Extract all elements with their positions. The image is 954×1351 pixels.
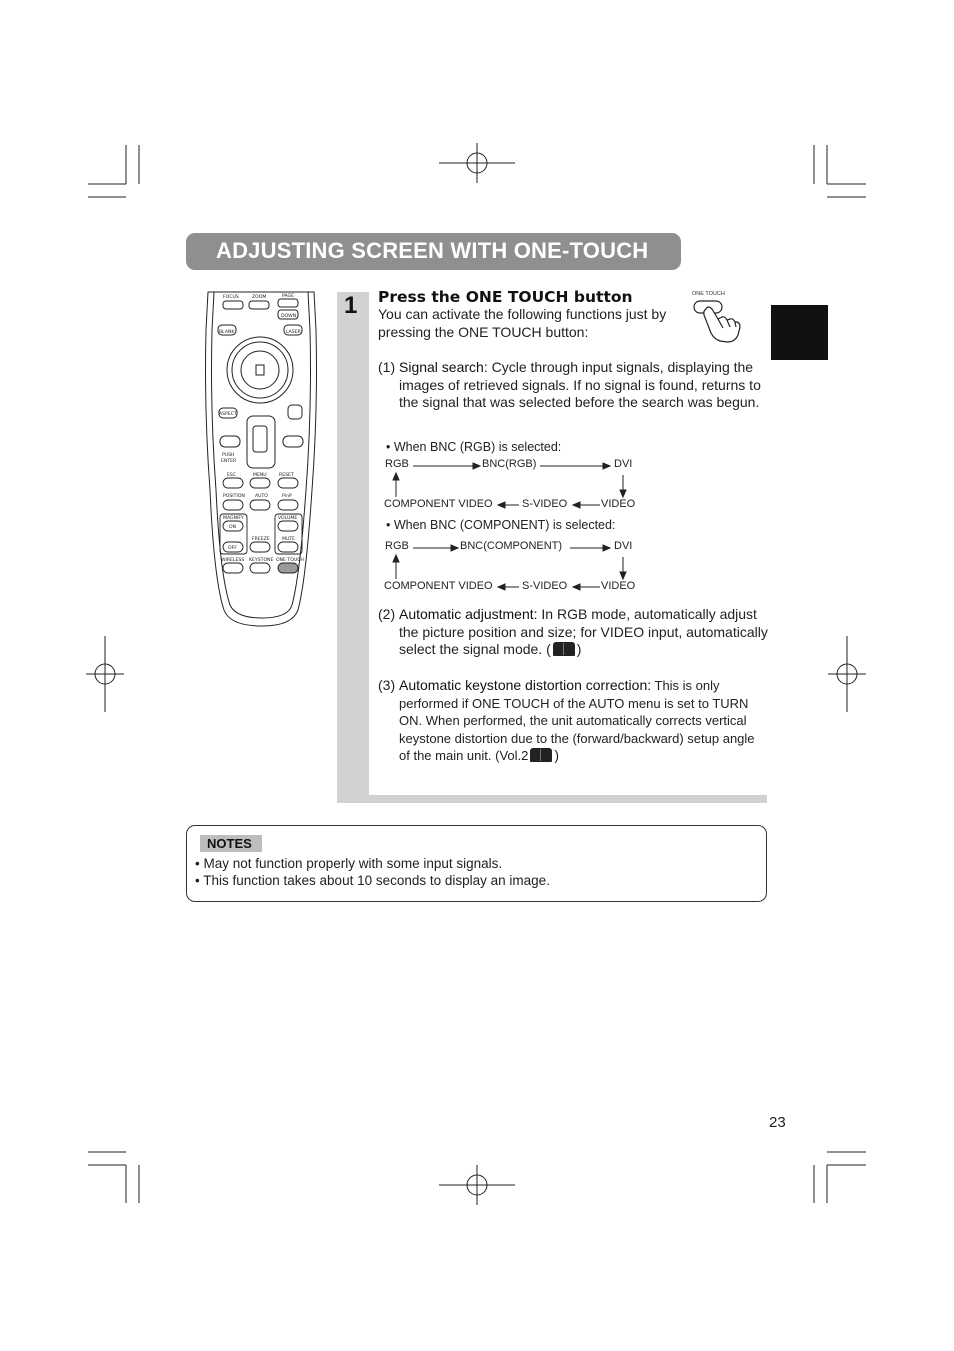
remote-label-reset: RESET [279,473,294,478]
item-tail: ) [554,747,560,763]
remote-label-esc: ESC [227,473,237,478]
diagram-arrows [380,540,650,600]
remote-label-volume: VOLUME [278,516,298,521]
book-reference-icon [553,642,575,656]
item-lead: Automatic adjustment: [399,606,538,622]
item-lead: Automatic keystone distortion correction: [399,677,652,693]
remote-label-one-touch: ONE TOUCH [276,558,304,563]
signal-cycle-diagram-bnc-rgb [380,458,650,518]
remote-label-on: ON [229,525,237,530]
item-number: (2) [378,606,396,622]
remote-label-keystone: KEYSTONE [249,558,274,563]
item-number: (3) [378,677,396,693]
remote-label-mute: MUTE [282,537,296,542]
diagram-node-video: VIDEO [601,498,636,510]
notes-label: NOTES [200,835,262,852]
title-bar [186,233,681,270]
section-tab [771,305,828,360]
diagram-caption-bnc-rgb: • When BNC (RGB) is selected: [386,440,562,454]
note-line: • This function takes about 10 seconds to display an image. [195,873,550,888]
remote-label-pinp: PinP [282,494,292,499]
signal-cycle-diagram-bnc-component [380,540,650,600]
one-touch-button-label: ONE TOUCH [692,291,725,297]
item-lead: Signal search: [399,359,488,375]
diagram-node-dvi: DVI [614,540,633,552]
step-heading: Press the ONE TOUCH button [378,288,633,306]
item-text: Cycle through input signals, displaying the images of retrieved signals. If no signal is found, returns to the signal that was selected before the search was begun. [399,359,761,410]
remote-control-illustration [202,290,320,630]
item-number: (1) [378,359,396,375]
remote-label-auto: AUTO [255,494,268,499]
remote-label-down: DOWN [281,314,297,319]
diagram-node-video: VIDEO [601,580,636,592]
diagram-node-bnc-component: BNC(COMPONENT) [460,540,563,552]
diagram-node-dvi: DVI [614,458,633,470]
page-number: 23 [769,1114,786,1131]
step-number: 1 [344,292,358,319]
remote-label-blank: BLANK [219,330,235,335]
diagram-node-s-video: S-VIDEO [522,498,568,510]
remote-label-position: POSITION [223,494,245,499]
remote-label-off: OFF [228,546,237,551]
diagram-node-rgb: RGB [385,540,409,552]
remote-label-zoom: ZOOM [252,295,267,300]
diagram-node-rgb: RGB [385,458,409,470]
item-text: In RGB mode, automatically adjust the picture position and size; for VIDEO input, automatically select the signal mode. ( [399,606,768,657]
diagram-node-component-video: COMPONENT VIDEO [384,580,493,592]
note-line: • May not function properly with some input signals. [195,856,503,871]
function-item-keystone-correction [378,677,768,765]
remote-label-focus: FOCUS [223,295,239,300]
diagram-node-component-video: COMPONENT VIDEO [384,498,493,510]
remote-label-aspect: ASPECT [219,412,237,417]
function-item-automatic-adjustment [378,606,768,659]
function-item-signal-search [378,359,768,412]
remote-label-freeze: FREEZE [252,537,270,542]
remote-label-page: PAGE [282,294,294,299]
remote-label-push: PUSH [222,453,235,458]
remote-label-menu: MENU [253,473,267,478]
page-title: ADJUSTING SCREEN WITH ONE-TOUCH [216,238,649,263]
remote-label-magnify: MAGNIFY [223,516,244,521]
remote-label-laser: LASER [286,330,301,335]
remote-label-wireless: WIRELESS [221,558,245,563]
item-tail: ) [576,641,582,657]
hand-pressing-button-icon [692,297,744,343]
step-intro: You can activate the following functions just by pressing the ONE TOUCH button: [378,306,667,340]
diagram-node-bnc-rgb: BNC(RGB) [482,458,537,470]
book-reference-icon [530,748,552,762]
remote-label-enter: ENTER [221,459,237,464]
diagram-node-s-video: S-VIDEO [522,580,568,592]
diagram-caption-bnc-component: • When BNC (COMPONENT) is selected: [386,518,616,532]
diagram-arrows [380,458,650,518]
item-text: This is only performed if ONE TOUCH of the AUTO menu is set to TURN ON. When performed, the unit automatically corrects vertical keystone distortion due to the (forward/backward) setup angle of the main unit. (Vol.2 [399,678,755,763]
